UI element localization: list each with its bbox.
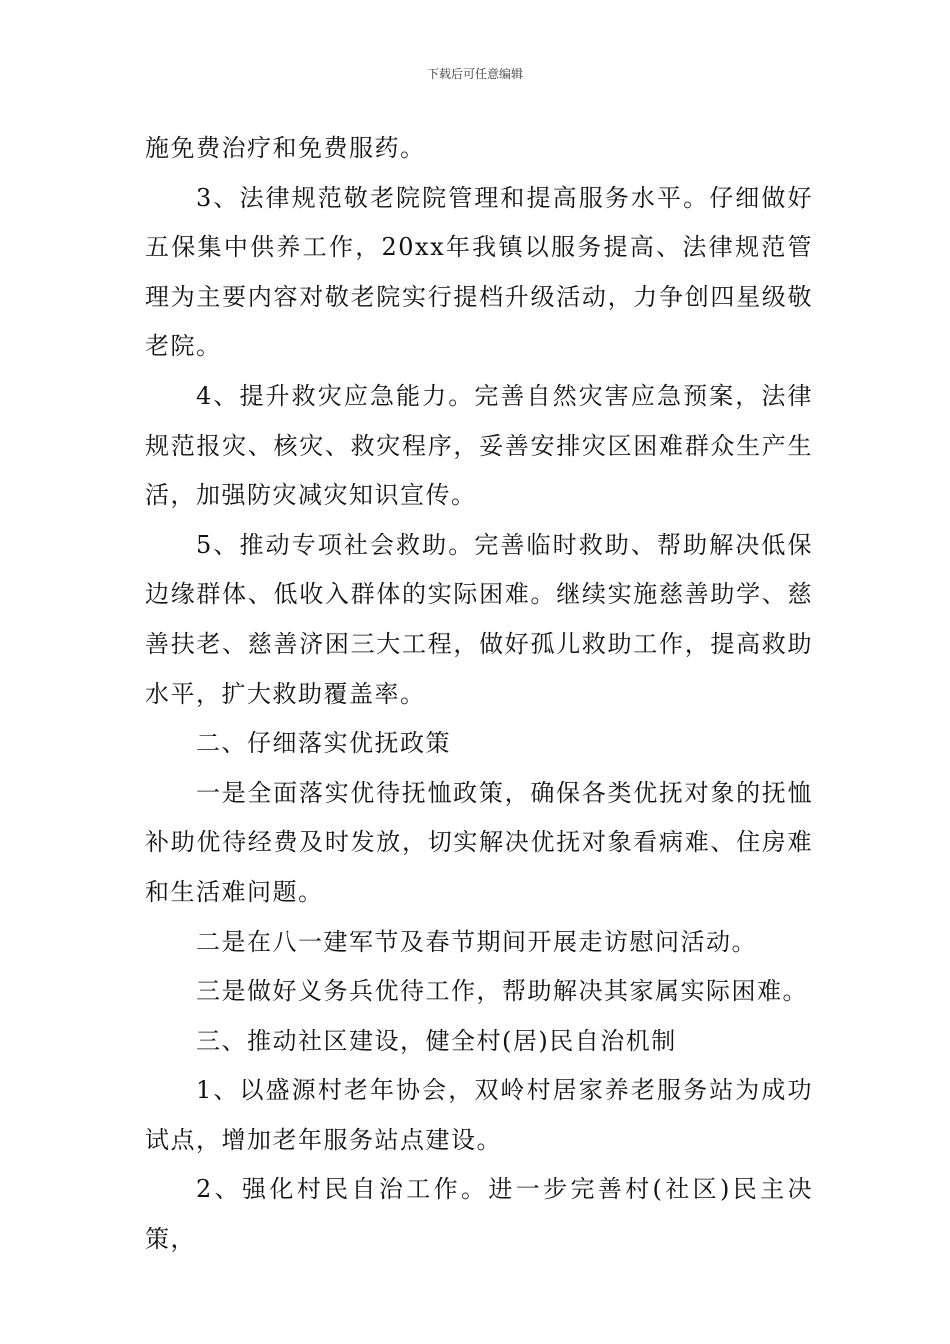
document-body <box>145 124 813 1265</box>
section-heading-2: 二、仔细落实优抚政策 <box>196 729 451 758</box>
page-header-note: 下载后可任意编辑 <box>426 67 523 81</box>
paragraph-continuation: 施免费治疗和免费服药。 <box>145 134 426 162</box>
paragraph-point-1: 一是全面落实优待抚恤政策，确保各类优抚对象的抚恤补助优待经费及时发放，切实解决优抚对象看病难、住房难和生活难问题。 <box>145 778 813 906</box>
paragraph-point-2: 二是在八一建军节及春节期间开展走访慰问活动。 <box>196 927 757 956</box>
paragraph-item-5: 5、推动专项社会救助。完善临时救助、帮助解决低保边缘群体、低收入群体的实际困难。继续实施慈善助学、慈善扶老、慈善济困三大工程，做好孤儿救助工作，提高救助水平，扩大救助覆盖率。 <box>145 530 813 708</box>
paragraph-point-3: 三是做好义务兵优待工作，帮助解决其家属实际困难。 <box>196 977 808 1006</box>
paragraph-item-2: 2、强化村民自治工作。进一步完善村(社区)民主决策， <box>145 1175 813 1254</box>
paragraph-item-4: 4、提升救灾应急能力。完善自然灾害应急预案，法律规范报灾、核灾、救灾程序，妥善安排灾区困难群众生产生活，加强防灾减灾知识宣传。 <box>145 381 813 510</box>
section-heading-3: 三、推动社区建设，健全村(居)民自治机制 <box>196 1026 677 1055</box>
paragraph-item-3: 3、法律规范敬老院院管理和提高服务水平。仔细做好五保集中供养工作，20xx年我镇以服务提高、法律规范管理为主要内容对敬老院实行提档升级活动，力争创四星级敬老院。 <box>145 183 813 361</box>
paragraph-item-1: 1、以盛源村老年协会，双岭村居家养老服务站为成功试点，增加老年服务站点建设。 <box>145 1076 813 1154</box>
